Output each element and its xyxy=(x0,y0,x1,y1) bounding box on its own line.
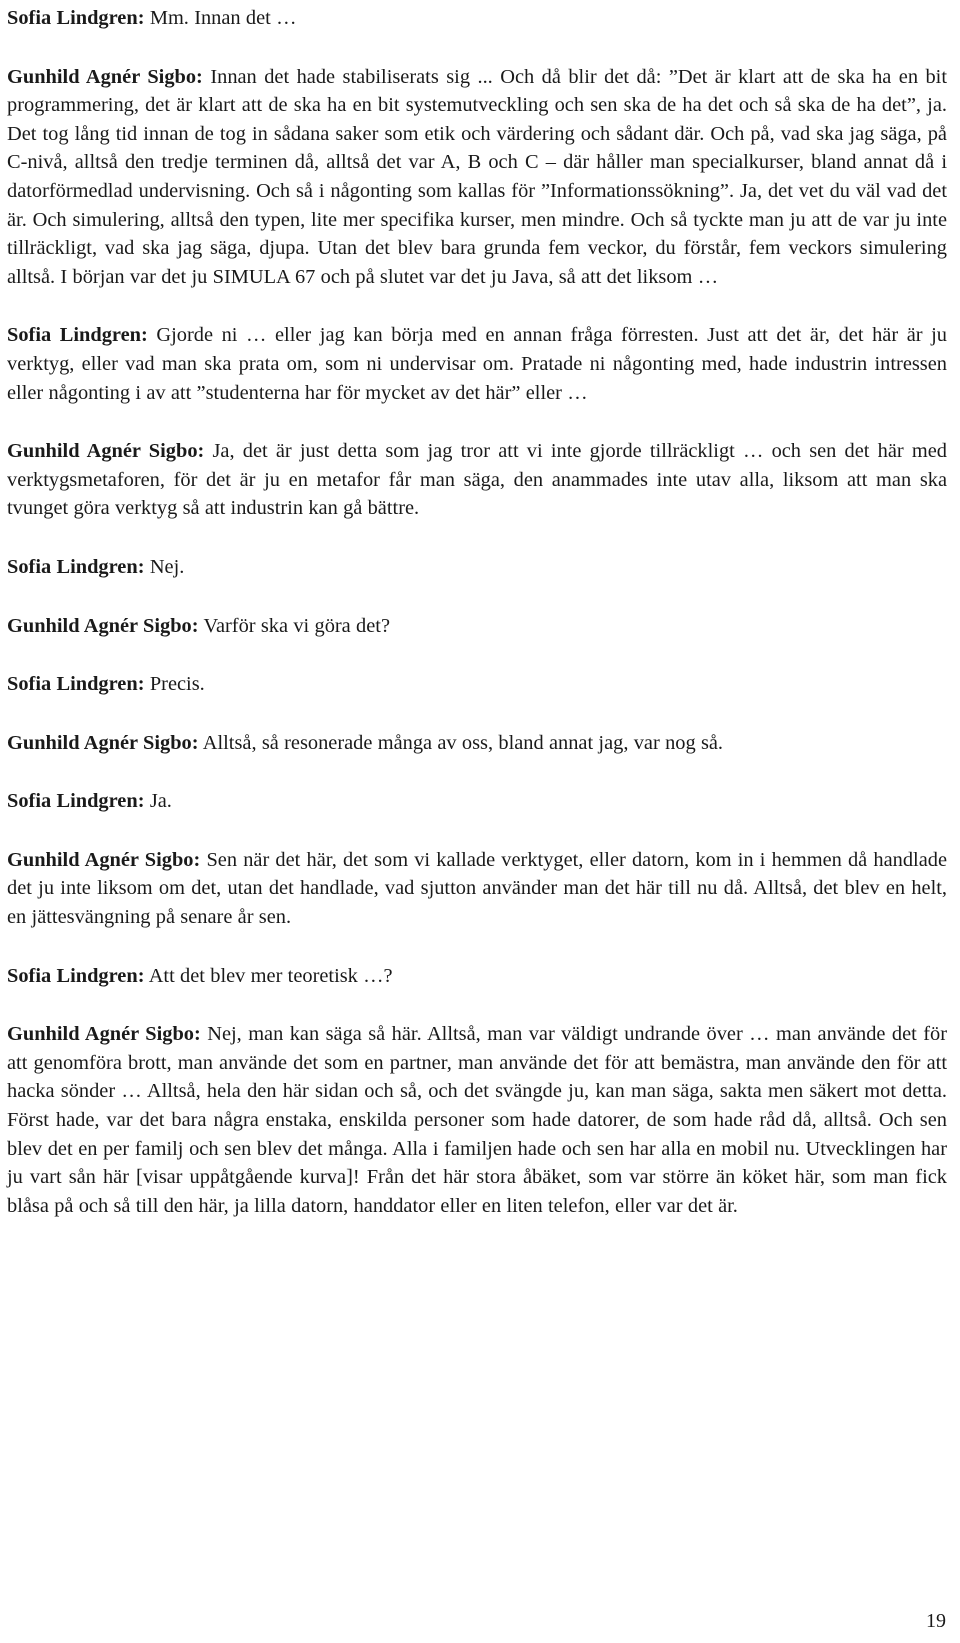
speaker-name: Gunhild Agnér Sigbo: xyxy=(7,65,203,88)
utterance-text: Nej. xyxy=(149,555,185,578)
speaker-name: Gunhild Agnér Sigbo: xyxy=(7,614,199,637)
speaker-name: Gunhild Agnér Sigbo: xyxy=(7,440,205,463)
speaker-name: Sofia Lindgren: xyxy=(7,324,148,347)
speaker-name: Sofia Lindgren: xyxy=(7,964,145,987)
utterance-text: Att det blev mer teoretisk …? xyxy=(148,964,393,987)
transcript-turn xyxy=(7,670,947,699)
transcript-turn xyxy=(7,1020,947,1220)
transcript-turn xyxy=(7,321,947,407)
speaker-name: Sofia Lindgren: xyxy=(7,673,145,696)
utterance-text: Gjorde ni … eller jag kan börja med en annan fråga förresten. Just att det är, det här är ju verktyg, eller vad man ska prata om, som ni undervisar om. Pratade ni någonting med, hade industrin intressen eller någonting i av att ”studenterna har för mycket av det här” eller … xyxy=(7,324,947,404)
speaker-name: Gunhild Agnér Sigbo: xyxy=(7,848,201,871)
utterance-text: Varför ska vi göra det? xyxy=(203,614,390,637)
utterance-text: Ja. xyxy=(149,790,172,813)
page-number: 19 xyxy=(926,1610,946,1632)
utterance-text: Sen när det här, det som vi kallade verktyget, eller datorn, kom in i hemmen då handlade det ju inte liksom om det, utan det handlade, vad sjutton använder man det här till nu då. Alltså, det blev en helt, en jättesvängning på senare år sen. xyxy=(7,848,947,929)
transcript-turn xyxy=(7,4,947,33)
speaker-name: Gunhild Agnér Sigbo: xyxy=(7,731,199,754)
transcript-turn xyxy=(7,787,947,816)
speaker-name: Gunhild Agnér Sigbo: xyxy=(7,1023,201,1046)
speaker-name: Sofia Lindgren: xyxy=(7,7,145,29)
transcript-turn xyxy=(7,846,947,932)
utterance-text: Ja, det är just detta som jag tror att vi inte gjorde tillräckligt … och sen det här med verktygsmetaforen, för det är ju en metafor får man säga, den anammades inte utav alla, liksom att man ska tvunget göra verktyg så att industrin kan gå bättre. xyxy=(7,440,947,520)
speaker-name: Sofia Lindgren: xyxy=(7,790,145,813)
speaker-name: Sofia Lindgren: xyxy=(7,555,145,578)
utterance-text: Innan det hade stabiliserats sig ... Och då blir det då: ”Det är klart att de ska ha en bit programmering, det är klart att de ska ha en bit systemutveckling och sen ska de ha det och så ska de ha det”, ja. Det tog lång tid innan de tog in sådana saker som etik och värdering och sådant där. Och på, vad ska jag säga, på C-nivå, alltså den tredje terminen då, alltså det var A, B och C – där håller man specialkurser, bland annat då i datorförmedlad undervisning. Och så i någonting som kallas för ”Informationssökning”. Ja, det vet du väl vad det är. Och simulering, alltså den typen, lite mer specifika kurser, men mindre. Och så tyckte man ju att de var ju inte tillräckligt, vad ska jag säga, djupa. Utan det blev bara grunda fem veckor, du förstår, fem veckors simulering alltså. I början var det ju SIMULA 67 och på slutet var det ju Java, så att det liksom … xyxy=(7,65,948,288)
utterance-text: Nej, man kan säga så här. Alltså, man var väldigt undrande över … man använde det för att genomföra brott, man använde det som en partner, man använde det för att bemästra, man använde den för att hacka sönder … Alltså, hela den här sidan och så, och det svängde ju, kan man säga, sakta men säkert mot detta. Först hade, var det bara några enstaka, enskilda personer som hade datorer, de som hade råd då, alltså. Och sen blev det en per familj och sen blev det många. Alla i familjen hade och sen har alla en mobil nu. Utvecklingen har ju vart sån här [visar uppåtgående kurva]! Från det här stora åbäket, som var större än köket här, som man fick blåsa på och så till den här, ja lilla datorn, handdator eller en liten telefon, eller var det är. xyxy=(7,1023,947,1217)
transcript-turn xyxy=(7,962,947,991)
transcript-turn xyxy=(7,553,947,582)
utterance-text: Precis. xyxy=(149,673,205,696)
transcript-turn xyxy=(7,63,947,292)
transcript-turn xyxy=(7,437,947,523)
utterance-text: Mm. Innan det … xyxy=(149,7,297,29)
transcript-turn xyxy=(7,729,947,758)
transcript-page xyxy=(7,4,947,1250)
transcript-turn xyxy=(7,612,947,641)
utterance-text: Alltså, så resonerade många av oss, bland annat jag, var nog så. xyxy=(202,731,724,754)
